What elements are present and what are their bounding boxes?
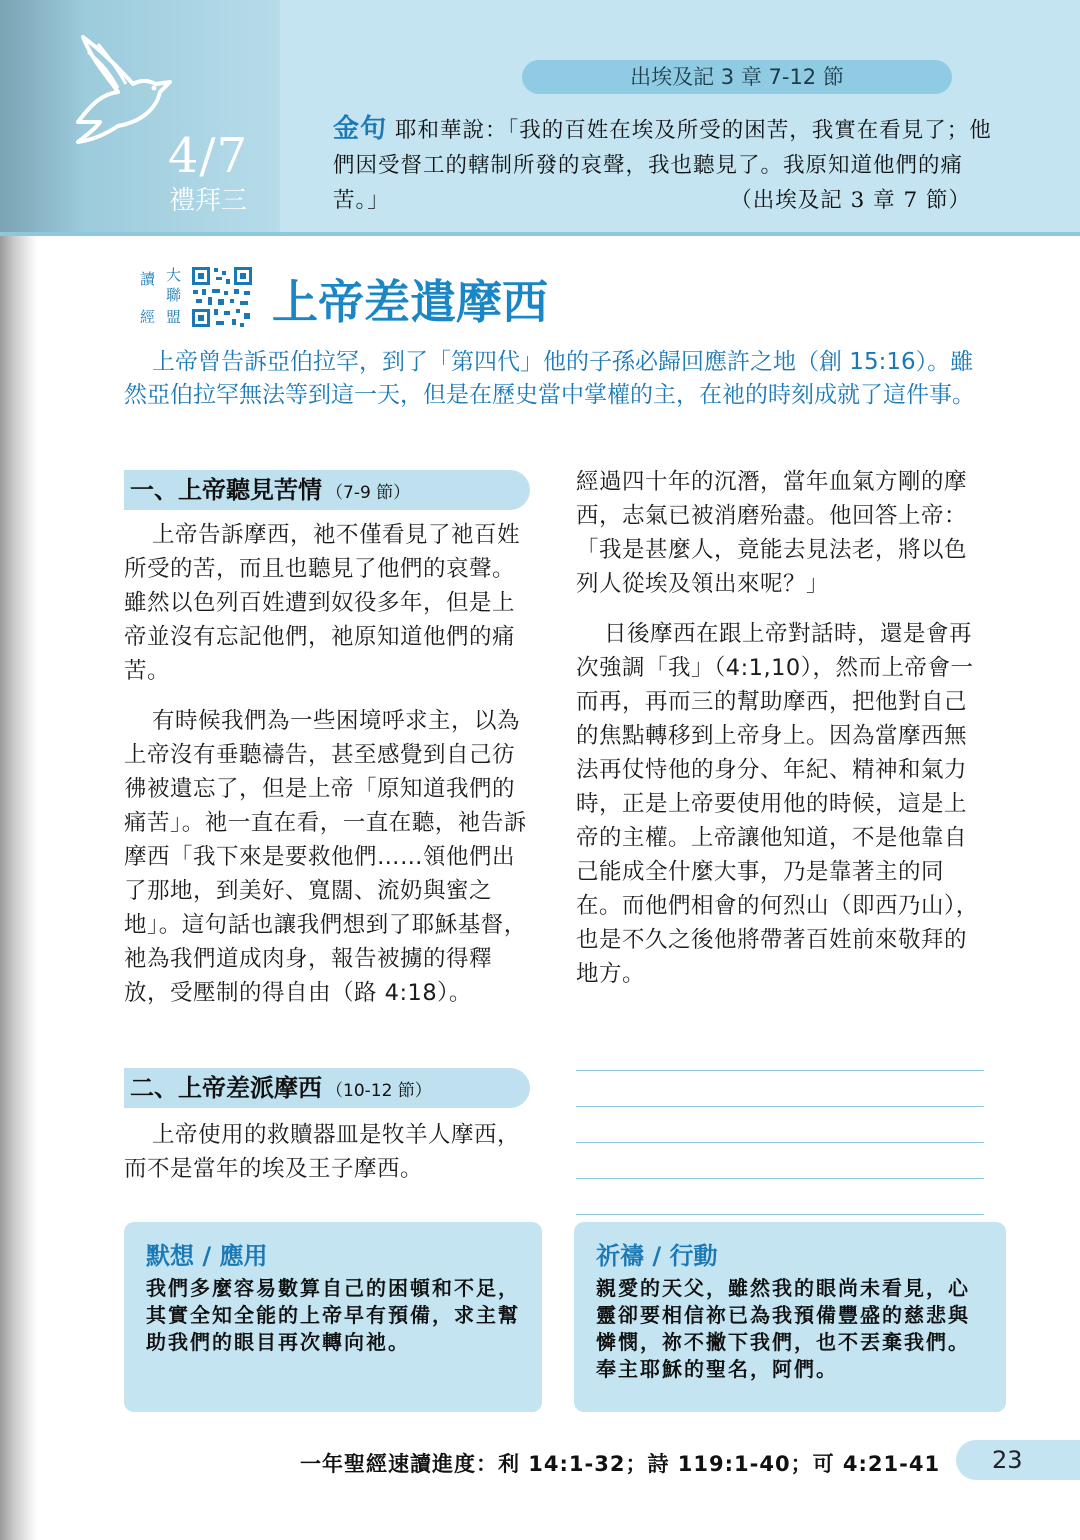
paragraph: 有時候我們為一些困境呼求主，以為上帝沒有垂聽禱告，甚至感覺到自己彷彿被遺忘了，但是上帝「原知道我們的痛苦」。祂一直在看，一直在聽，祂告訴摩西「我下來是要救他們……領他們出了那地，到美好、寬闊、流奶與蜜之地」。這句話也讓我們想到了耶穌基督，祂為我們道成肉身，報告被擄的得釋放，受壓制的得自由（路 4:18）。 [124, 708, 527, 1006]
qr-caption-char: 經 [140, 308, 156, 326]
paragraph: 經過四十年的沉潛，當年血氣方剛的摩西，志氣已被消磨殆盡。他回答上帝：「我是甚麼人，竟能去見法老，將以色列人從埃及領出來呢？」 [576, 469, 968, 597]
golden-verse-label: 金句 [333, 114, 388, 144]
weekday: 禮拜三 [168, 186, 247, 216]
paragraph: 上帝使用的救贖器皿是牧羊人摩西，而不是當年的埃及王子摩西。 [124, 1122, 521, 1182]
qr-caption-char: 讀 [140, 270, 156, 288]
reflection-box [124, 1222, 542, 1412]
reflection-body: 我們多麼容易數算自己的困頓和不足，其實全知全能的上帝早有預備，求主幫助我們的眼目再次轉向祂。 [146, 1276, 520, 1354]
section-heading-1-verses: （7-9 節） [326, 483, 411, 503]
prayer-heading: 祈禱 / 行動 [596, 1242, 718, 1270]
qr-caption-char: 大 [166, 266, 182, 284]
date-panel [0, 0, 280, 232]
section-heading-1-title: 一、上帝聽見苦情 [130, 476, 322, 504]
golden-verse-source: （出埃及記 3 章 7 節） [730, 188, 971, 213]
note-line [576, 1178, 984, 1179]
qr-caption-char: 聯 [166, 286, 182, 304]
intro-paragraph: 上帝曾告訴亞伯拉罕，到了「第四代」他的子孫必歸回應許之地（創 15:16）。雖然亞伯拉罕無法等到這一天，但是在歷史當中掌權的主，在祂的時刻成就了這件事。 [124, 349, 975, 408]
left-column-section-1 [124, 518, 532, 1026]
reflection-heading: 默想 / 應用 [146, 1242, 268, 1270]
qr-code-icon[interactable] [190, 265, 254, 329]
scripture-reference: 出埃及記 3 章 7-12 節 [522, 60, 952, 94]
left-column-section-2 [124, 1118, 532, 1202]
page-title: 上帝差遣摩西 [272, 275, 548, 329]
note-line [576, 1142, 984, 1143]
golden-verse [333, 112, 993, 218]
section-heading-2-verses: （10-12 節） [326, 1081, 432, 1101]
paragraph: 日後摩西在跟上帝對話時，還是會再次強調「我」（4:1,10），然而上帝會一而再，再而三的幫助摩西，把他對自己的焦點轉移到上帝身上。因為當摩西無法再仗恃他的身分、年紀、精神和氣力時，正是上帝要使用他的時候，這是上帝的主權。上帝讓他知道，不是他靠自己能成全什麼大事，乃是靠著主的同在。而他們相會的何烈山（即西乃山），也是不久之後他將帶著百姓前來敬拜的地方。 [576, 621, 979, 987]
header-band [0, 0, 1080, 236]
prayer-body: 親愛的天父，雖然我的眼尚未看見，心靈卻要相信祢已為我預備豐盛的慈悲與憐憫，祢不撇下我們，也不丟棄我們。奉主耶穌的聖名，阿們。 [596, 1276, 970, 1381]
paragraph: 上帝告訴摩西，祂不僅看見了祂百姓所受的苦，而且也聽見了他們的哀聲。雖然以色列百姓遭到奴役多年，但是上帝並沒有忘記他們，祂原知道他們的痛苦。 [124, 522, 521, 684]
prayer-box [574, 1222, 1006, 1412]
section-heading-1 [124, 470, 530, 510]
golden-verse-text: 耶和華說：「我的百姓在埃及所受的困苦，我實在看見了；他們因受督工的轄制所發的哀聲，我也聽見了。我原知道他們的痛苦。」 [333, 118, 992, 213]
date: 4/7 [167, 128, 249, 184]
qr-caption-char: 盟 [166, 308, 182, 326]
note-line [576, 1106, 984, 1107]
right-column [576, 465, 984, 1007]
page-number: 23 [956, 1440, 1080, 1480]
section-heading-2-title: 二、上帝差派摩西 [130, 1074, 322, 1102]
note-line [576, 1214, 984, 1215]
section-heading-2 [124, 1068, 530, 1108]
note-line [576, 1070, 984, 1071]
qr-caption [140, 264, 186, 328]
reading-progress: 一年聖經速讀進度：利 14:1-32；詩 119:1-40；可 4:21-41 [300, 1452, 941, 1476]
